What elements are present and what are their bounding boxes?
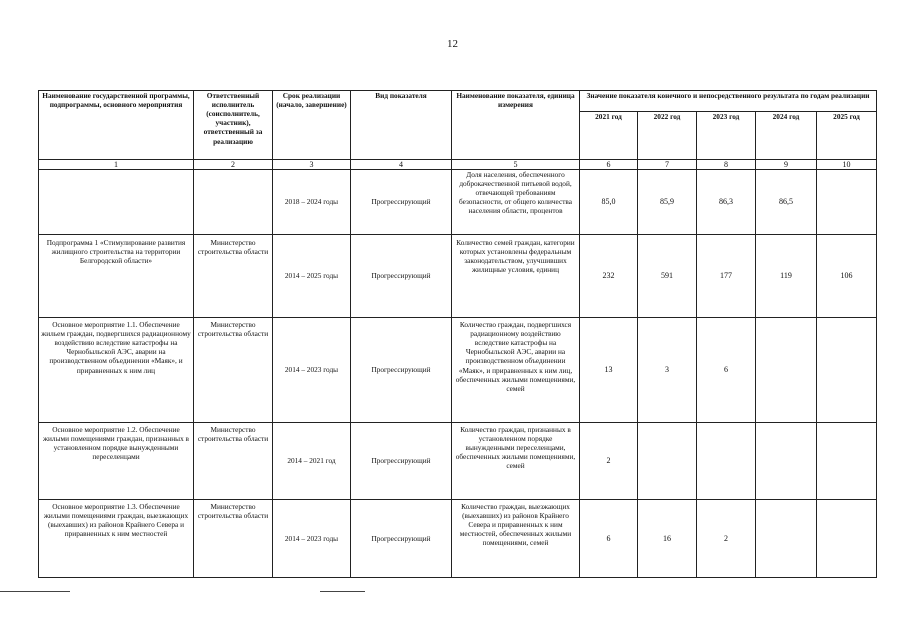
scan-artifact [320,591,365,592]
column-number: 8 [697,160,756,170]
table-row [39,318,877,423]
column-number: 2 [194,160,273,170]
value-2023: 2 [697,500,756,578]
indicator-name: Количество граждан, подвергшихся радиационному воздействию вследствие катастрофы на Чернобыльской АЭС, аварии на производственном объединении «Маяк», и приравненных к ним лиц, обеспеченных жилыми помещениями, семей [452,318,580,423]
value-2022 [638,423,697,500]
period: 2014 – 2021 год [273,423,351,500]
column-number: 7 [638,160,697,170]
value-2024 [756,500,817,578]
table-row [39,170,877,235]
program-name: Основное мероприятие 1.2. Обеспечение жилыми помещениями граждан, признанных в установленном порядке вынужденными переселенцами [39,423,194,500]
executor: Министерство строительства области [194,235,273,318]
program-name: Основное мероприятие 1.1. Обеспечение жильем граждан, подвергшихся радиационному воздействию вследствие катастрофы на Чернобыльской АЭС, аварии на производственном объединении «Маяк», и приравненных к ним лиц [39,318,194,423]
executor: Министерство строительства области [194,423,273,500]
value-2023: 6 [697,318,756,423]
value-2025: 106 [817,235,877,318]
value-2023 [697,423,756,500]
value-2024 [756,318,817,423]
column-number: 5 [452,160,580,170]
value-2025 [817,500,877,578]
value-2021: 6 [580,500,638,578]
indicator-name: Доля населения, обеспеченного доброкачественной питьевой водой, отвечающей требованиям безопасности, от общего количества населения области, процентов [452,170,580,235]
indicator-kind: Прогрессирующий [351,235,452,318]
value-2021: 13 [580,318,638,423]
header-program: Наименование государственной программы, подпрограммы, основного мероприятия [39,91,194,160]
value-2021: 232 [580,235,638,318]
value-2023: 177 [697,235,756,318]
header-kind: Вид показателя [351,91,452,160]
column-number: 10 [817,160,877,170]
executor [194,170,273,235]
value-2025 [817,170,877,235]
value-2022: 16 [638,500,697,578]
header-indicator: Наименование показателя, единица измерения [452,91,580,160]
indicator-name: Количество семей граждан, категории которых установлены федеральным законодательством, улучшивших жилищные условия, единиц [452,235,580,318]
value-2025 [817,423,877,500]
header-year-2024: 2024 год [756,112,817,160]
header-year-2023: 2023 год [697,112,756,160]
executor: Министерство строительства области [194,318,273,423]
value-2023: 86,3 [697,170,756,235]
indicator-name: Количество граждан, признанных в установленном порядке вынужденными переселенцами, обеспеченных жилыми помещениями, семей [452,423,580,500]
program-name: Подпрограмма 1 «Стимулирование развития жилищного строительства на территории Белгородской области» [39,235,194,318]
indicator-name: Количество граждан, выезжающих (выехавших) из районов Крайнего Севера и приравненных к ним местностей, обеспеченных жилыми помещениями, семей [452,500,580,578]
indicator-kind: Прогрессирующий [351,423,452,500]
value-2024: 119 [756,235,817,318]
value-2021: 2 [580,423,638,500]
period: 2018 – 2024 годы [273,170,351,235]
header-year-2021: 2021 год [580,112,638,160]
header-values-group: Значение показателя конечного и непосредственного результата по годам реализации [580,91,877,112]
value-2021: 85,0 [580,170,638,235]
period: 2014 – 2023 годы [273,318,351,423]
header-period: Срок реализации (начало, завершение) [273,91,351,160]
header-year-2022: 2022 год [638,112,697,160]
table-row [39,423,877,500]
value-2025 [817,318,877,423]
column-number: 1 [39,160,194,170]
value-2022: 85,9 [638,170,697,235]
program-name: Основное мероприятие 1.3. Обеспечение жилыми помещениями граждан, выезжающих (выехавших) из районов Крайнего Севера и приравненных к ним местностей [39,500,194,578]
value-2024: 86,5 [756,170,817,235]
table-row [39,235,877,318]
value-2022: 591 [638,235,697,318]
column-number: 3 [273,160,351,170]
executor: Министерство строительства области [194,500,273,578]
scan-artifact [0,591,70,592]
program-name [39,170,194,235]
value-2024 [756,423,817,500]
indicators-table [38,90,877,578]
header-executor: Ответственный исполнитель (соисполнитель, участник), ответственный за реализацию [194,91,273,160]
value-2022: 3 [638,318,697,423]
indicator-kind: Прогрессирующий [351,500,452,578]
column-number: 4 [351,160,452,170]
table-row [39,500,877,578]
indicator-kind: Прогрессирующий [351,170,452,235]
page-number: 12 [447,38,458,50]
header-year-2025: 2025 год [817,112,877,160]
indicator-kind: Прогрессирующий [351,318,452,423]
column-number: 9 [756,160,817,170]
column-number-row [39,160,877,170]
period: 2014 – 2023 годы [273,500,351,578]
column-number: 6 [580,160,638,170]
period: 2014 – 2025 годы [273,235,351,318]
